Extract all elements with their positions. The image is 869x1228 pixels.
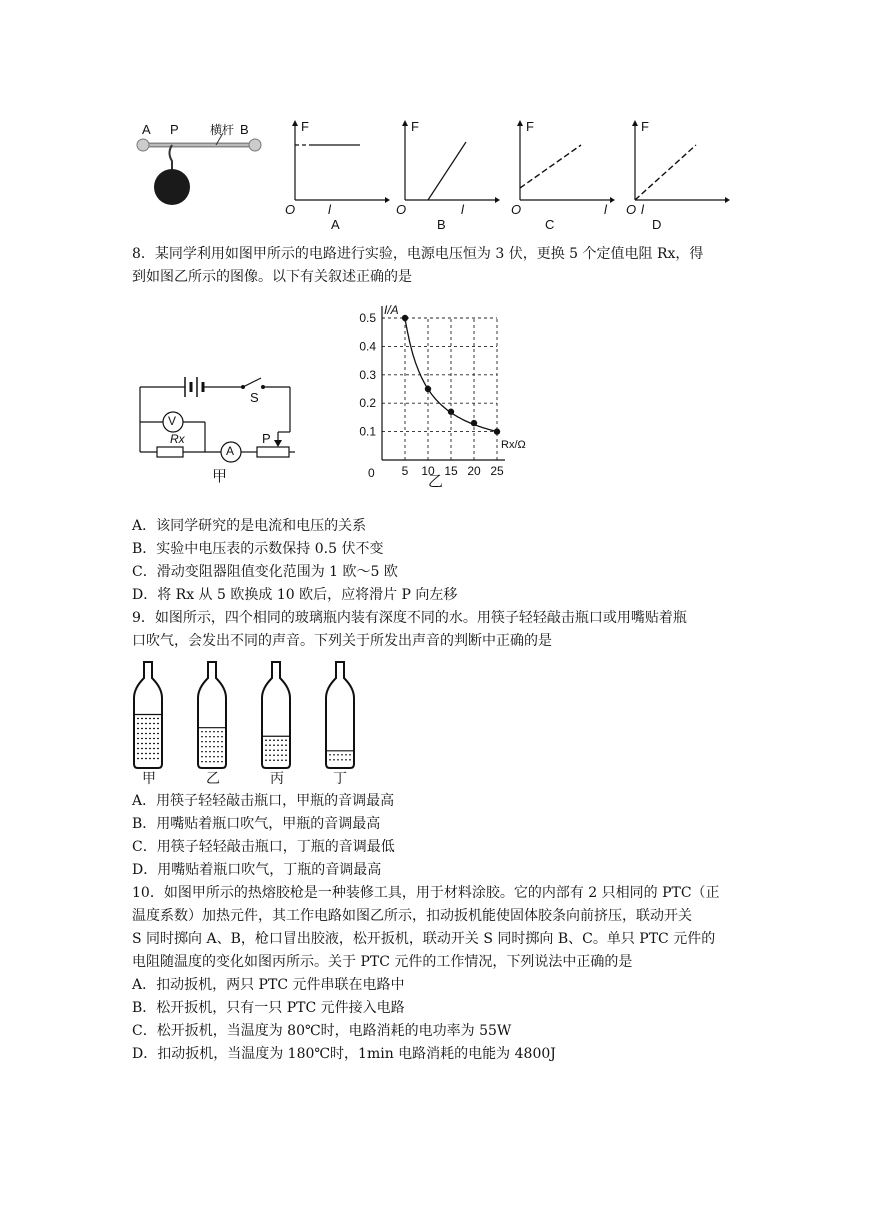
q8-chart <box>345 300 535 490</box>
y-tick-label-2: 0.3 <box>359 367 376 382</box>
bottle-label-1: 甲 <box>142 770 156 786</box>
graph-c-option: C <box>545 217 555 232</box>
q10-choice-c: C．松开扳机，当温度为 80℃时，电路消耗的电功率为 55W <box>132 1023 512 1039</box>
graph-d-l-label: l <box>641 202 644 217</box>
circuit-caption: 甲 <box>212 467 228 485</box>
q8-stem-line2: 到如图乙所示的图像。以下有关叙述正确的是 <box>132 269 412 285</box>
graph-d-f-label: F <box>641 119 649 134</box>
graph-d-option: D <box>652 217 662 232</box>
bottle-2-water <box>199 728 225 763</box>
graph-a-l-label: l <box>328 202 331 217</box>
data-point-1 <box>425 386 431 392</box>
lever-figure <box>130 115 270 215</box>
graph-a-option: A <box>331 217 340 232</box>
graph-c-l-label: l <box>604 202 607 217</box>
circuit-ammeter-label: A <box>226 444 235 458</box>
q10-stem-line4: 电阻随温度的变化如图丙所示。关于 PTC 元件的工作情况，下列说法中正确的是 <box>132 954 633 970</box>
circuit-slider-label: P <box>262 431 271 446</box>
q9-choice-c: C．用筷子轻轻敲击瓶口，丁瓶的音调最低 <box>132 839 395 855</box>
q8-choice-c: C．滑动变阻器阻值变化范围为 1 欧～5 欧 <box>132 564 398 580</box>
q10-stem-line3: S 同时掷向 A、B，枪口冒出胶液，松开扳机，联动开关 S 同时掷向 B、C。单只 PTC 元件的 <box>132 931 716 947</box>
circuit-voltmeter-label: V <box>168 414 177 428</box>
data-point-2 <box>448 409 454 415</box>
x-axis-label: Rx/Ω <box>501 439 526 451</box>
q9-stem-line2: 口吹气，会发出不同的声音。下列关于所发出声音的判断中正确的是 <box>132 633 552 649</box>
graph-b-origin: O <box>396 202 407 217</box>
y-tick-label-3: 0.4 <box>359 339 376 354</box>
bottle-label-3: 丙 <box>270 770 284 786</box>
graph-a-origin: O <box>285 202 296 217</box>
q10-choice-d: D．扣动扳机，当温度为 180℃时，1min 电路消耗的电能为 4800J <box>132 1046 556 1062</box>
y-axis-label: I/A <box>384 303 399 317</box>
graph-c-origin: O <box>511 202 522 217</box>
lever-label-bar: 横杆 <box>210 123 235 137</box>
graph-b-option: B <box>437 217 446 232</box>
lever-label-a: A <box>142 122 151 137</box>
y-tick-label-0: 0.1 <box>359 424 376 439</box>
x-tick-label-1: 10 <box>421 464 435 478</box>
graph-b-f-label: F <box>411 119 419 134</box>
origin-label: 0 <box>368 466 375 480</box>
q8-choice-b: B．实验中电压表的示数保持 0.5 伏不变 <box>132 541 384 557</box>
q10-stem-line2: 温度系数）加热元件，其工作电路如图乙所示，扣动扳机能使固体胶条向前挤压，联动开关 <box>132 908 692 924</box>
y-tick-label-4: 0.5 <box>359 311 376 325</box>
q10-stem-line1: 10．如图甲所示的热熔胶枪是一种装修工具，用于材料涂胶。它的内部有 2 只相同的 PTC（正 <box>132 885 720 901</box>
y-tick-label-1: 0.2 <box>359 396 376 411</box>
bottle-label-4: 丁 <box>333 770 347 786</box>
x-tick-label-2: 15 <box>444 464 458 478</box>
x-tick-label-3: 20 <box>467 464 481 478</box>
graph-c-f-label: F <box>526 119 534 134</box>
graph-d-origin: O <box>626 202 637 217</box>
bottle-label-2: 乙 <box>206 770 220 786</box>
x-tick-label-4: 25 <box>490 464 504 478</box>
q10-choice-b: B．松开扳机，只有一只 PTC 元件接入电路 <box>132 1000 405 1016</box>
lever-label-b: B <box>240 122 249 137</box>
q8-choice-a: A．该同学研究的是电流和电压的关系 <box>132 518 367 534</box>
data-point-3 <box>471 420 477 426</box>
q9-choice-d: D．用嘴贴着瓶口吹气，丁瓶的音调最高 <box>132 862 382 878</box>
circuit-switch-label: S <box>250 390 259 405</box>
q9-choice-a: A．用筷子轻轻敲击瓶口，甲瓶的音调最高 <box>132 793 395 809</box>
graph-b-l-label: l <box>461 202 464 217</box>
bottles-figure <box>130 660 370 770</box>
q10-choice-a: A．扣动扳机，两只 PTC 元件串联在电路中 <box>132 977 405 993</box>
q8-choice-d: D．将 Rx 从 5 欧换成 10 欧后，应将滑片 P 向左移 <box>132 587 458 603</box>
circuit-diagram <box>135 372 300 477</box>
data-point-0 <box>402 315 408 321</box>
lever-label-p: P <box>170 122 179 137</box>
chart-caption: 乙 <box>428 472 444 490</box>
x-tick-label-0: 5 <box>401 464 409 478</box>
bottle-4-water <box>327 751 353 763</box>
circuit-rx-label: Rx <box>170 432 185 446</box>
q9-stem-line1: 9．如图所示，四个相同的玻璃瓶内装有深度不同的水。用筷子轻轻敲击瓶口或用嘴贴着瓶 <box>132 610 687 626</box>
q9-choice-b: B．用嘴贴着瓶口吹气，甲瓶的音调最高 <box>132 816 381 832</box>
graph-a-f-label: F <box>301 119 309 134</box>
q8-stem-line1: 8．某同学利用如图甲所示的电路进行实验，电源电压恒为 3 伏，更换 5 个定值电阻 Rx，得 <box>132 246 704 262</box>
data-point-4 <box>494 428 500 434</box>
